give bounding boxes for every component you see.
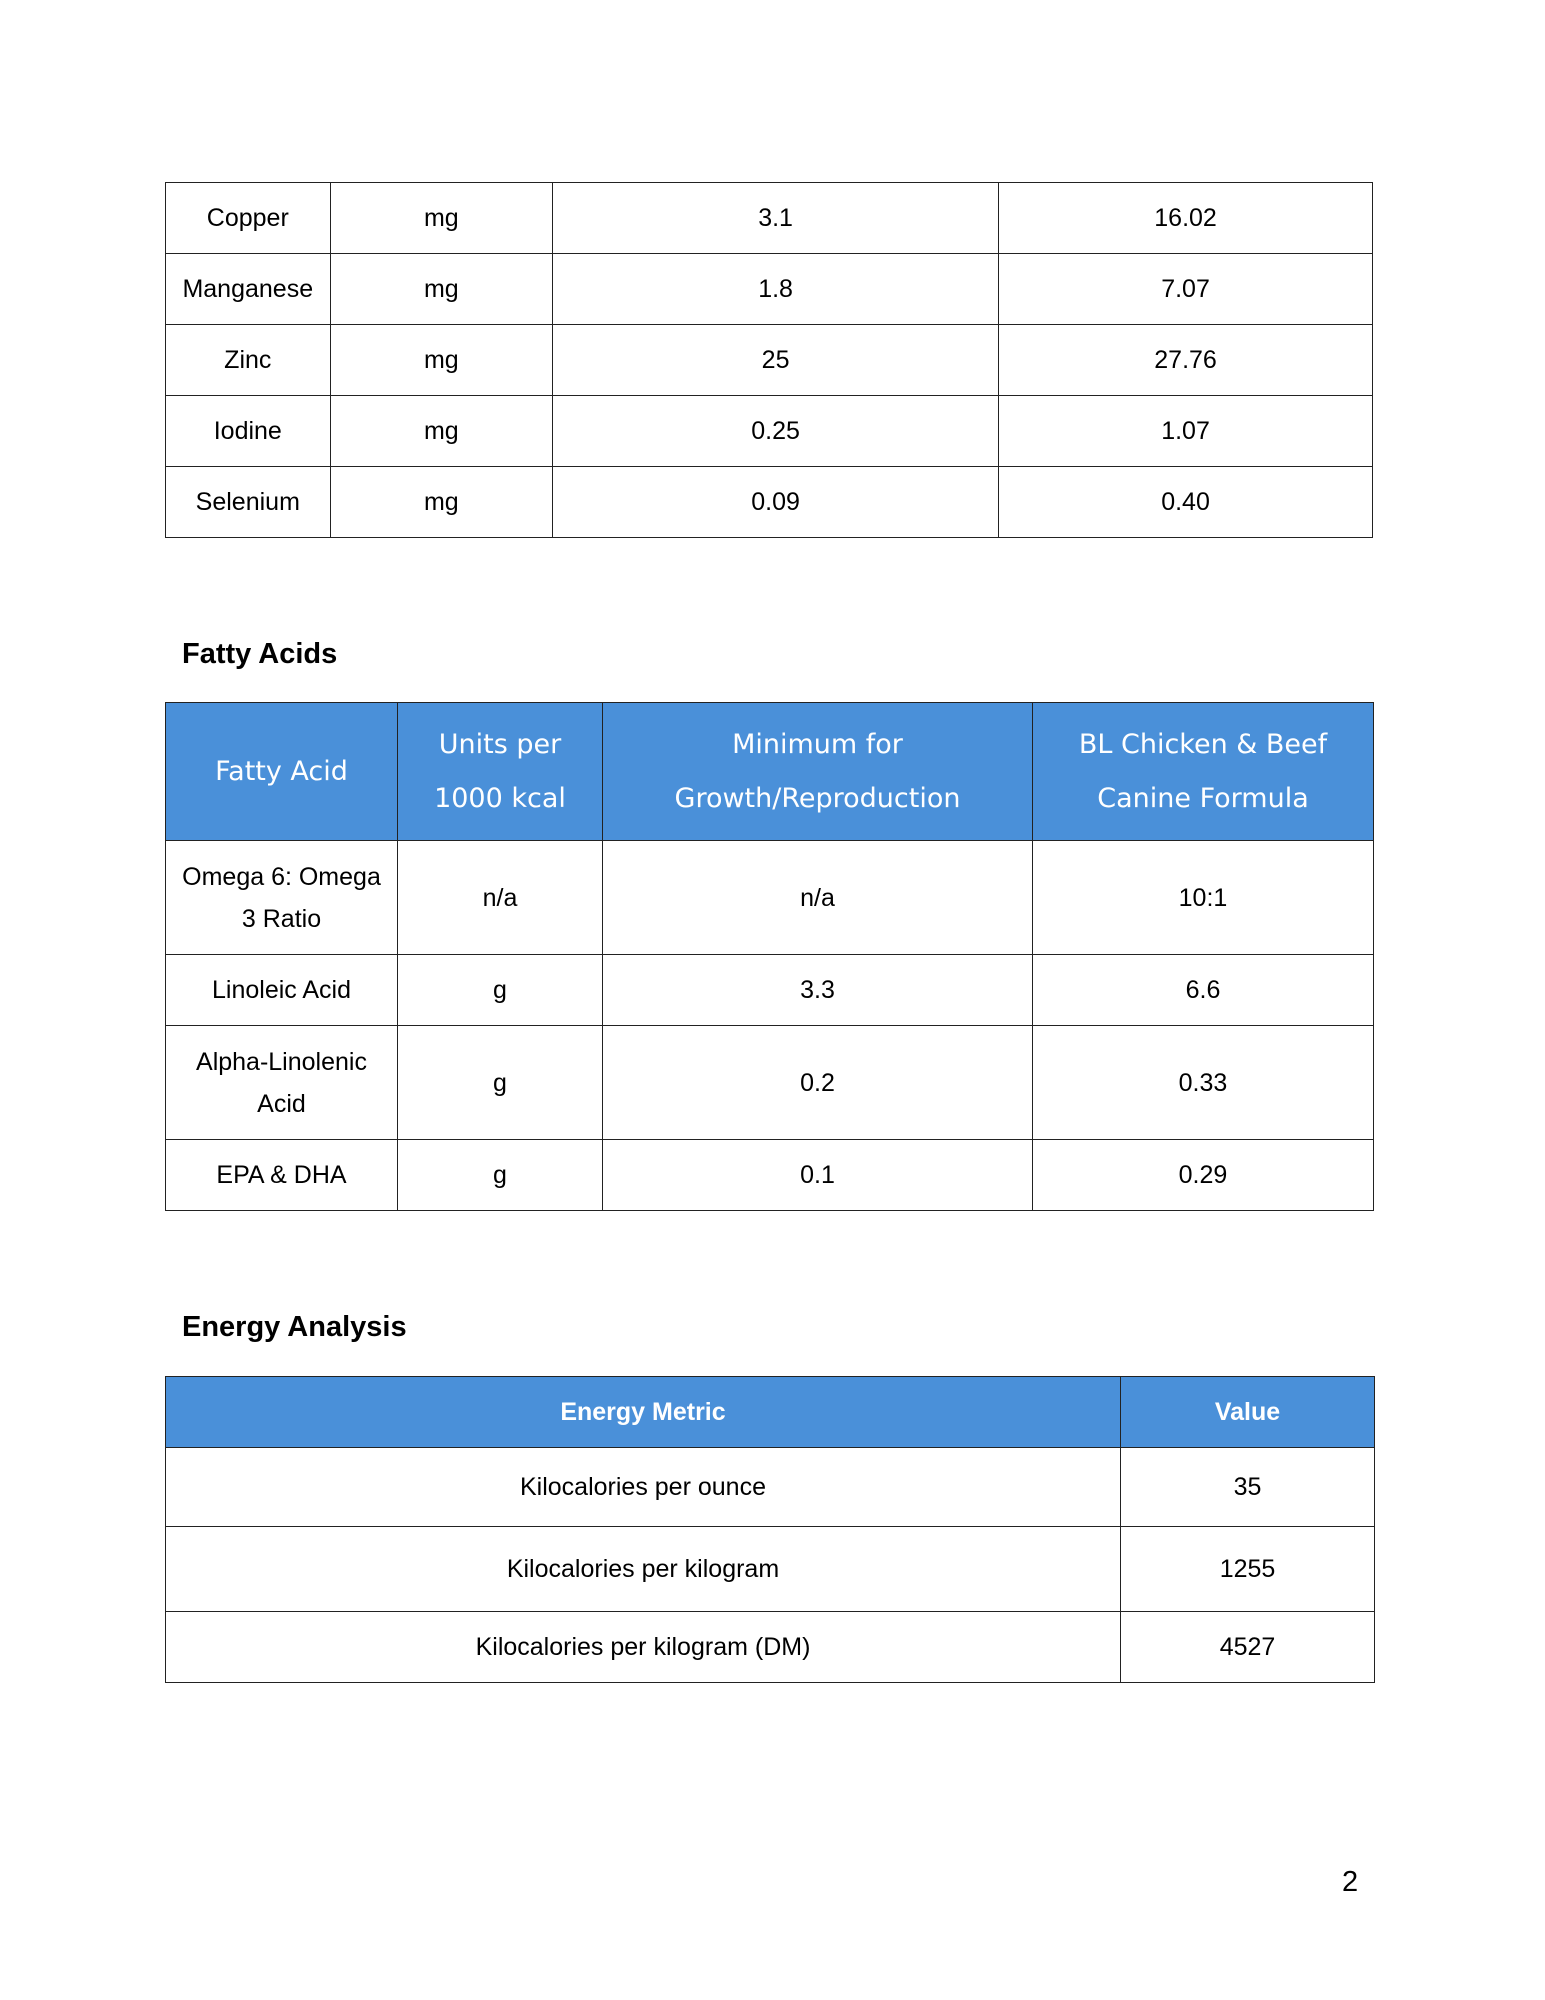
- page-number: 2: [1342, 1866, 1359, 1898]
- table-row: [166, 1448, 1375, 1527]
- nutrient-unit: mg: [330, 467, 553, 538]
- nutrient-formula-value: 7.07: [999, 254, 1373, 325]
- table-row: [166, 183, 1373, 254]
- energy-value: 1255: [1121, 1527, 1375, 1612]
- nutrient-formula-value: 16.02: [999, 183, 1373, 254]
- nutrient-name: Selenium: [166, 467, 331, 538]
- fatty-acid-formula-value: 0.29: [1033, 1140, 1374, 1211]
- column-header: Units per 1000 kcal: [398, 703, 603, 841]
- table-header-row: [166, 1377, 1375, 1448]
- nutrient-name: Iodine: [166, 396, 331, 467]
- nutrient-minimum: 25: [553, 325, 999, 396]
- table-row: [166, 467, 1373, 538]
- column-header: Fatty Acid: [166, 703, 398, 841]
- nutrient-name: Zinc: [166, 325, 331, 396]
- column-header: BL Chicken & Beef Canine Formula: [1033, 703, 1374, 841]
- nutrient-minimum: 0.25: [553, 396, 999, 467]
- energy-analysis-heading: Energy Analysis: [182, 1311, 407, 1343]
- fatty-acid-name: Omega 6: Omega 3 Ratio: [166, 841, 398, 955]
- table-row: [166, 955, 1374, 1026]
- table-row: [166, 841, 1374, 955]
- energy-analysis-table: [165, 1376, 1375, 1683]
- energy-value: 35: [1121, 1448, 1375, 1527]
- fatty-acids-heading: Fatty Acids: [182, 638, 338, 670]
- nutrient-unit: mg: [330, 325, 553, 396]
- energy-value: 4527: [1121, 1612, 1375, 1683]
- fatty-acid-minimum: 3.3: [603, 955, 1033, 1026]
- table-row: [166, 1612, 1375, 1683]
- nutrient-name: Manganese: [166, 254, 331, 325]
- table-row: [166, 1140, 1374, 1211]
- fatty-acid-minimum: 0.2: [603, 1026, 1033, 1140]
- fatty-acid-unit: g: [398, 1026, 603, 1140]
- fatty-acid-name: Alpha-Linolenic Acid: [166, 1026, 398, 1140]
- fatty-acid-name: EPA & DHA: [166, 1140, 398, 1211]
- energy-metric: Kilocalories per kilogram (DM): [166, 1612, 1121, 1683]
- fatty-acid-unit: g: [398, 955, 603, 1026]
- minerals-table: [165, 182, 1373, 538]
- table-row: [166, 325, 1373, 396]
- nutrient-unit: mg: [330, 254, 553, 325]
- fatty-acid-formula-value: 10:1: [1033, 841, 1374, 955]
- fatty-acid-minimum: n/a: [603, 841, 1033, 955]
- nutrient-formula-value: 1.07: [999, 396, 1373, 467]
- fatty-acids-table: [165, 702, 1374, 1211]
- nutrient-formula-value: 0.40: [999, 467, 1373, 538]
- column-header: Minimum for Growth/Reproduction: [603, 703, 1033, 841]
- fatty-acid-name: Linoleic Acid: [166, 955, 398, 1026]
- nutrient-minimum: 1.8: [553, 254, 999, 325]
- nutrient-minimum: 0.09: [553, 467, 999, 538]
- fatty-acid-unit: n/a: [398, 841, 603, 955]
- nutrient-unit: mg: [330, 396, 553, 467]
- fatty-acid-minimum: 0.1: [603, 1140, 1033, 1211]
- energy-metric: Kilocalories per ounce: [166, 1448, 1121, 1527]
- fatty-acid-unit: g: [398, 1140, 603, 1211]
- column-header: Energy Metric: [166, 1377, 1121, 1448]
- nutrient-name: Copper: [166, 183, 331, 254]
- nutrient-formula-value: 27.76: [999, 325, 1373, 396]
- energy-metric: Kilocalories per kilogram: [166, 1527, 1121, 1612]
- table-row: [166, 1527, 1375, 1612]
- fatty-acid-formula-value: 6.6: [1033, 955, 1374, 1026]
- table-header-row: [166, 703, 1374, 841]
- column-header: Value: [1121, 1377, 1375, 1448]
- nutrient-minimum: 3.1: [553, 183, 999, 254]
- nutrient-unit: mg: [330, 183, 553, 254]
- table-row: [166, 1026, 1374, 1140]
- table-row: [166, 396, 1373, 467]
- table-row: [166, 254, 1373, 325]
- fatty-acid-formula-value: 0.33: [1033, 1026, 1374, 1140]
